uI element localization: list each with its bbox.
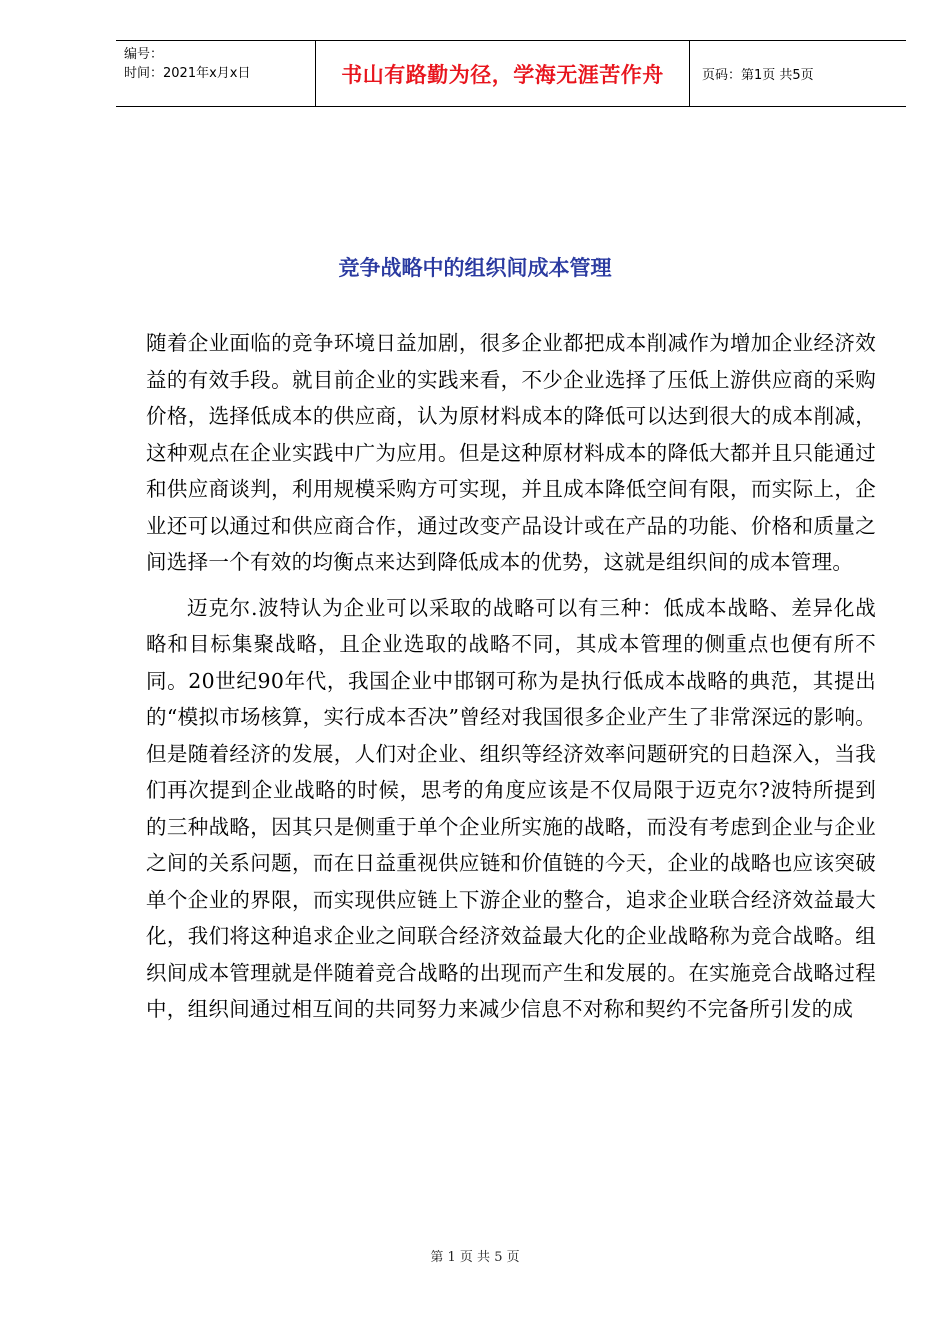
- document-number-label: 编号：: [124, 47, 164, 62]
- document-body: [146, 325, 876, 1028]
- paragraph-2: 迈克尔.波特认为企业可以采取的战略可以有三种：低成本战略、差异化战略和目标集聚战略，且企业选取的战略不同，其成本管理的侧重点也便有所不同。20世纪90年代，我国企业中邯钢可称为是执行低成本战略的典范，其提出的“模拟市场核算，实行成本否决”曾经对我国很多企业产生了非常深远的影响。但是随着经济的发展，人们对企业、组织等经济效率问题研究的日趋深入，当我们再次提到企业战略的时候，思考的角度应该是不仅局限于迈克尔?波特所提到的三种战略，因其只是侧重于单个企业所实施的战略，而没有考虑到企业与企业之间的关系问题，而在日益重视供应链和价值链的今天，企业的战略也应该突破单个企业的界限，而实现供应链上下游企业的整合，追求企业联合经济效益最大化，我们将这种追求企业之间联合经济效益最大化的企业战略称为竞合战略。组织间成本管理就是伴随着竞合战略的出现而产生和发展的。在实施竞合战略过程中，组织间通过相互间的共同努力来减少信息不对称和契约不完备所引发的成: [146, 595, 876, 1021]
- paragraph-1: 随着企业面临的竞争环境日益加剧，很多企业都把成本削减作为增加企业经济效益的有效手段。就目前企业的实践来看，不少企业选择了压低上游供应商的采购价格，选择低成本的供应商，认为原材料成本的降低可以达到很大的成本削减，这种观点在企业实践中广为应用。但是这种原材料成本的降低大都并且只能通过和供应商谈判，利用规模采购方可实现，并且成本降低空间有限，而实际上，企业还可以通过和供应商合作，通过改变产品设计或在产品的功能、价格和质量之间选择一个有效的均衡点来达到降低成本的优势，这就是组织间的成本管理。: [146, 331, 876, 574]
- page-footer: 第 1 页 共 5 页: [430, 1250, 520, 1265]
- page-header: [116, 40, 906, 107]
- header-meta-cell: [116, 41, 316, 106]
- header-page-label: 页码：第1页 共5页: [702, 68, 814, 83]
- document-title: 竞争战略中的组织间成本管理: [338, 255, 612, 280]
- header-motto: 书山有路勤为径，学海无涯苦作舟: [316, 41, 690, 106]
- document-time-label: 时间：2021年x月x日: [124, 66, 251, 81]
